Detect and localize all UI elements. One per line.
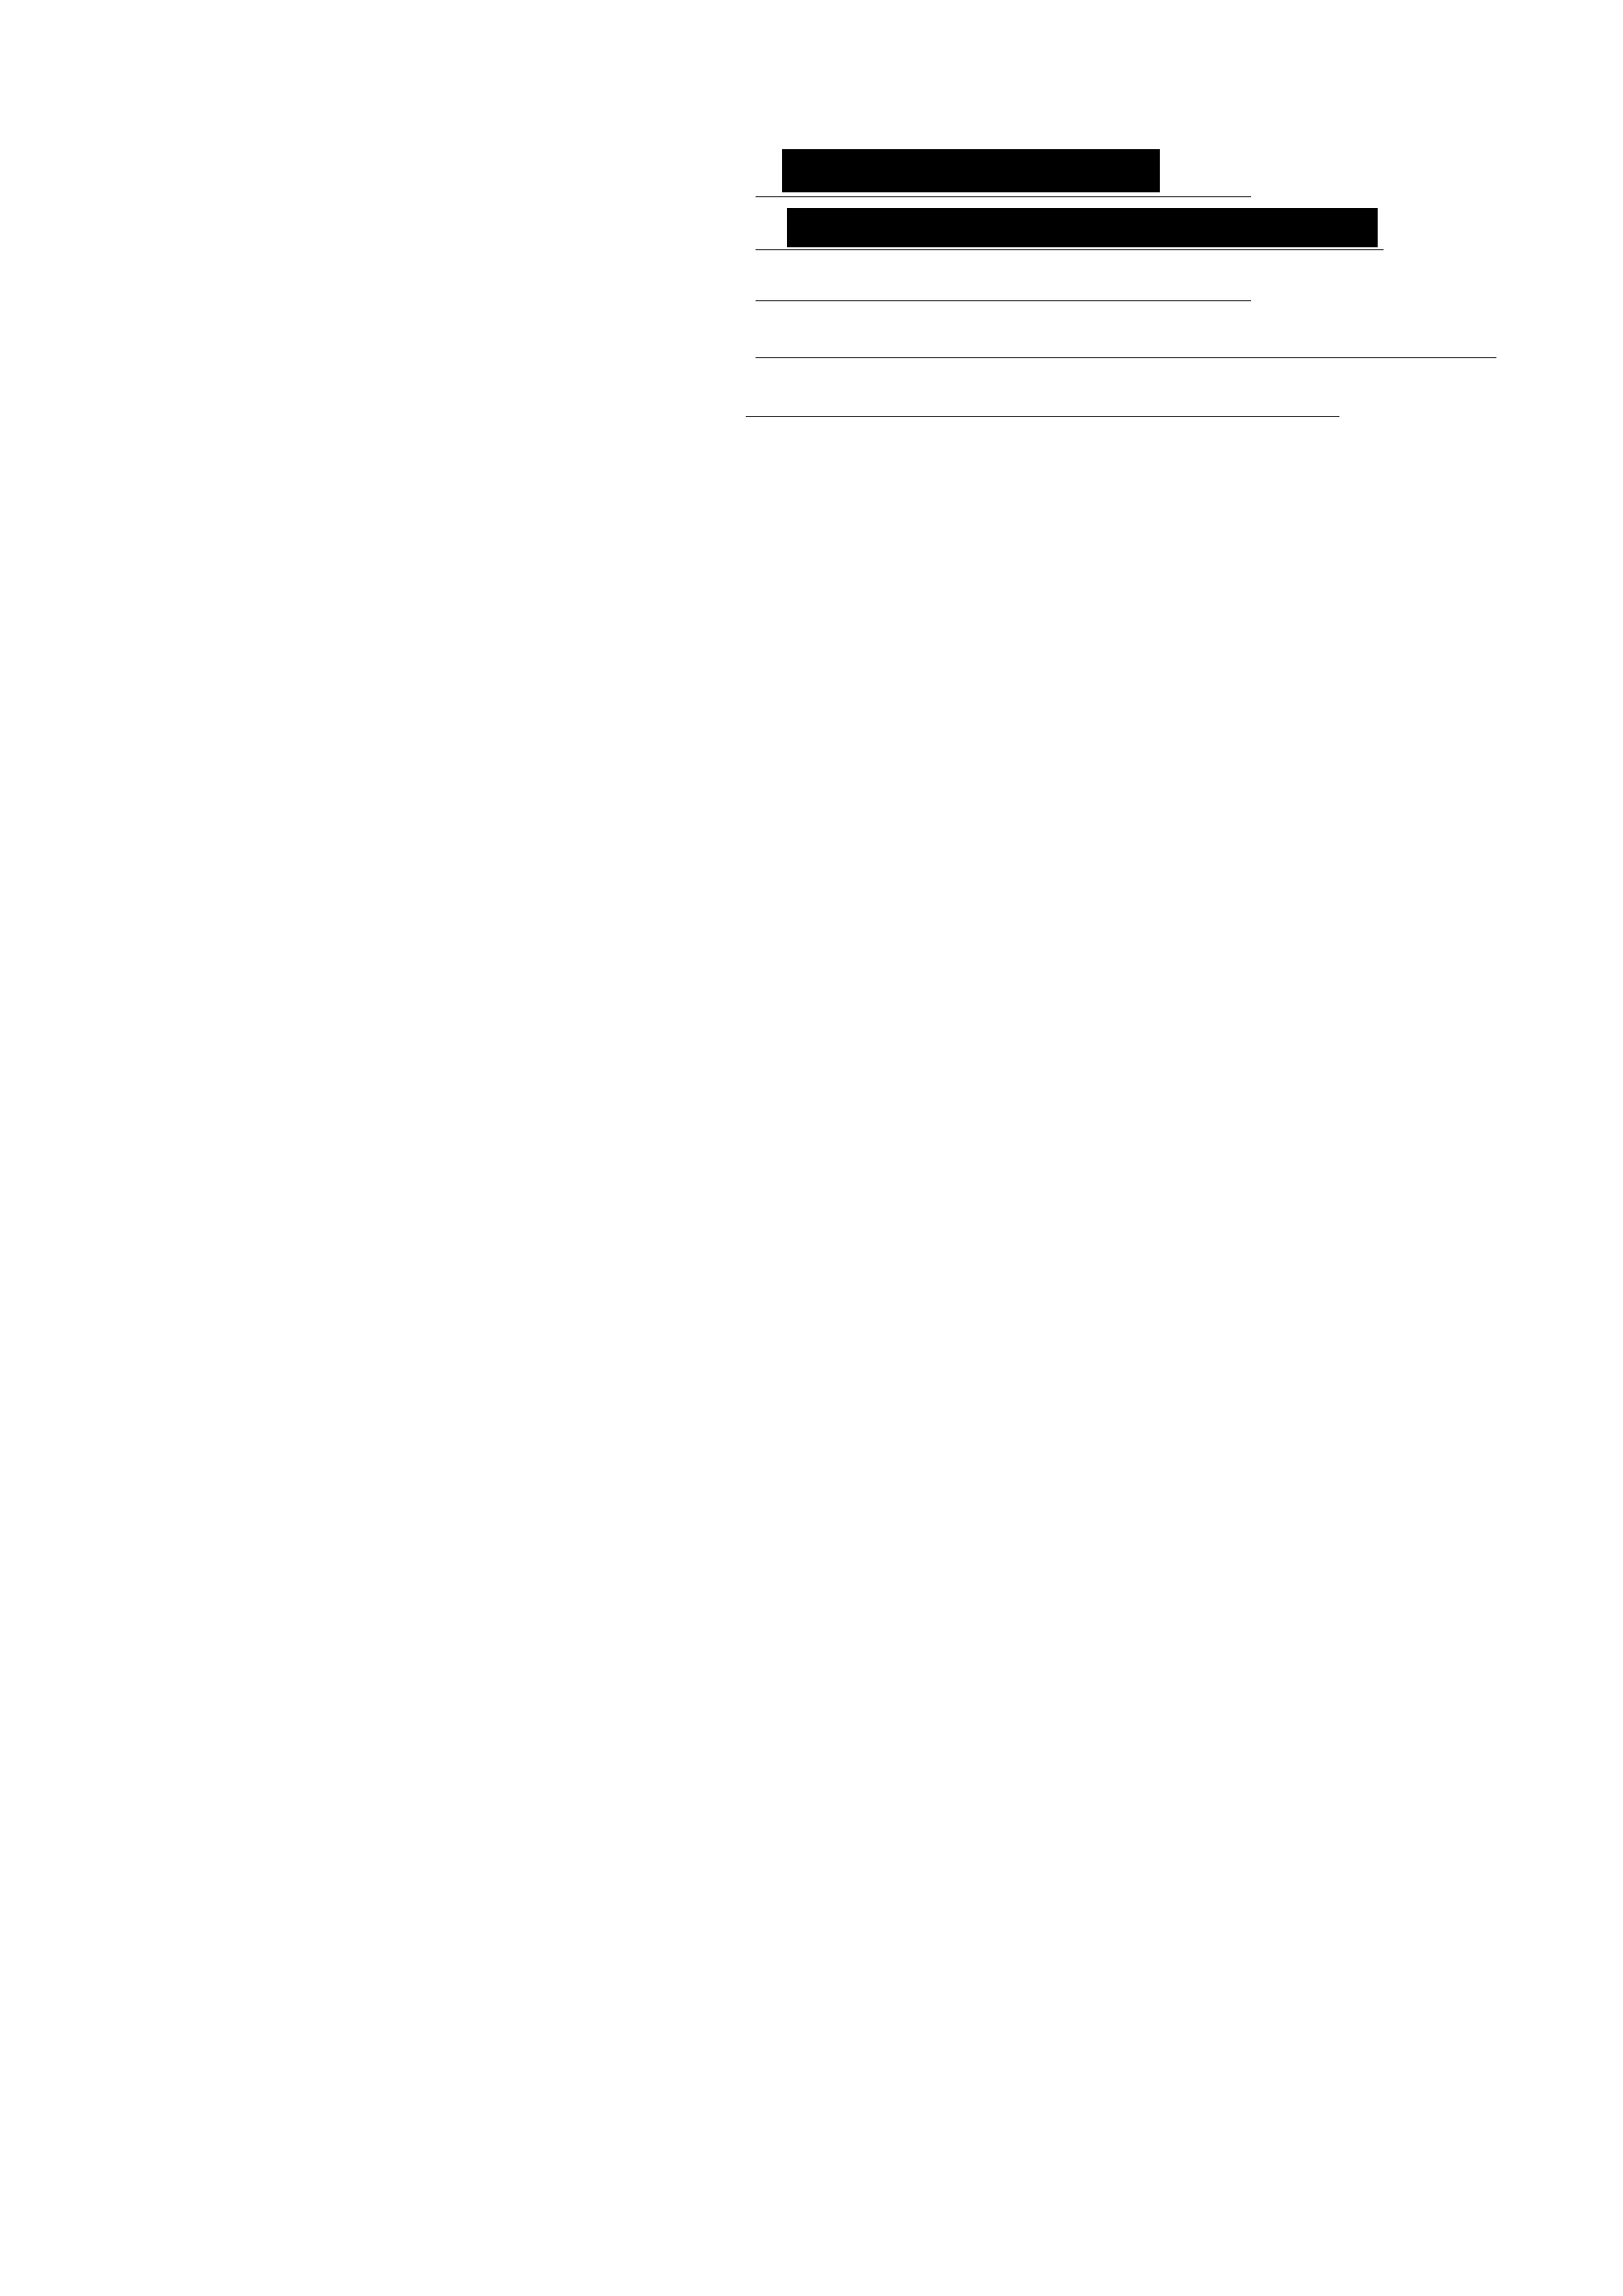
date-field[interactable] <box>756 300 1251 301</box>
name-field[interactable] <box>756 196 1251 197</box>
name-redaction <box>782 149 1160 192</box>
address-field[interactable] <box>756 249 1384 250</box>
occupation-underline <box>756 357 1496 358</box>
age-underline <box>746 416 1339 417</box>
address-redaction <box>787 208 1378 247</box>
